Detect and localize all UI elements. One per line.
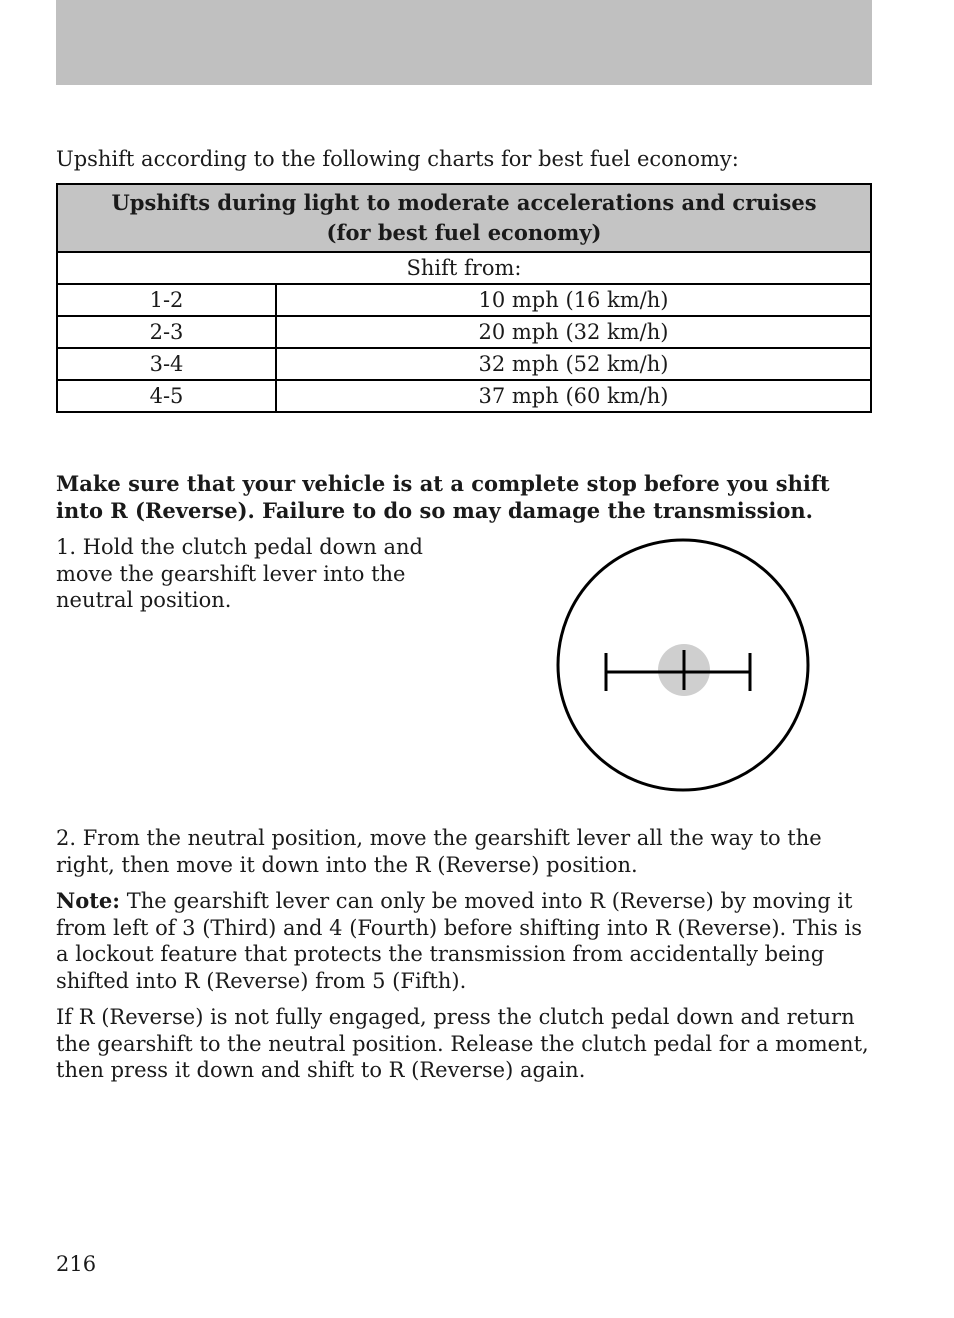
speed-cell: 32 mph (52 km/h) (276, 348, 871, 380)
header-band (56, 0, 872, 85)
table-title (57, 184, 871, 252)
gear-cell: 2-3 (57, 316, 276, 348)
table-row (57, 316, 871, 348)
gear-cell: 3-4 (57, 348, 276, 380)
gear-cell: 4-5 (57, 380, 276, 412)
speed-cell: 37 mph (60 km/h) (276, 380, 871, 412)
reverse-engage-paragraph: If R (Reverse) is not fully engaged, press the clutch pedal down and return the gearshift to the neutral position. Release the clutch pedal for a moment, then press it down and shift to R (Reverse) again. (56, 1005, 869, 1082)
intro-text: Upshift according to the following charts for best fuel economy: (56, 147, 739, 171)
gear-cell: 1-2 (57, 284, 276, 316)
upshift-table (56, 183, 872, 413)
step-2-text: 2. From the neutral position, move the gearshift lever all the way to the right, then move it down into the R (Reverse) position. (56, 826, 822, 877)
table-row (57, 284, 871, 316)
note-label: Note: (56, 888, 121, 913)
table-subheader-row (57, 252, 871, 284)
note-text: The gearshift lever can only be moved into R (Reverse) by moving it from left of 3 (Third) and 4 (Fourth) before shifting into R (Reverse). This is a lockout feature that protects the transmission from accidentally being shifted into R (Reverse) from 5 (Fifth). (56, 889, 863, 993)
table-row (57, 348, 871, 380)
reverse-warning: Make sure that your vehicle is at a complete stop before you shift into R (Reverse). Failure to do so may damage the transmission. (56, 471, 830, 523)
speed-cell: 10 mph (16 km/h) (276, 284, 871, 316)
gearshift-neutral-diagram (550, 532, 816, 798)
table-title-line2: (for best fuel economy) (326, 220, 602, 245)
page-number: 216 (56, 1252, 97, 1276)
note-paragraph (56, 888, 876, 994)
speed-cell: 20 mph (32 km/h) (276, 316, 871, 348)
step-1-text: 1. Hold the clutch pedal down and move the gearshift lever into the neutral position. (56, 535, 423, 612)
table-subheader: Shift from: (57, 252, 871, 284)
table-row (57, 380, 871, 412)
table-title-row (57, 184, 871, 252)
table-title-line1: Upshifts during light to moderate accelerations and cruises (111, 190, 817, 215)
